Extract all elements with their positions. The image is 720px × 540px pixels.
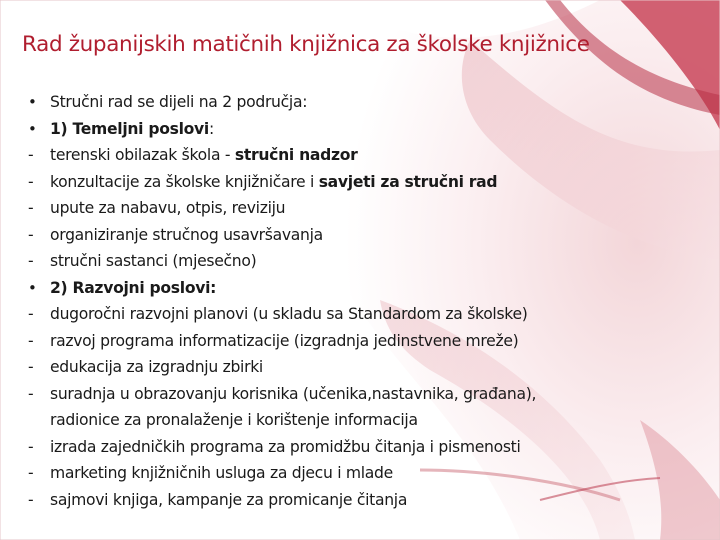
list-item-text [50, 464, 393, 482]
content-list [28, 89, 708, 513]
text-segment: Stručni rad se dijeli na 2 područja: [50, 93, 308, 111]
list-item [28, 116, 708, 143]
text-segment: suradnja u obrazovanju korisnika (učenika,nastavnika, građana), [50, 384, 537, 403]
list-item-text [50, 491, 407, 509]
dash-marker: - [28, 305, 34, 323]
list-item [28, 460, 708, 487]
text-segment: terenski obilazak škola - [50, 146, 235, 164]
list-item [28, 222, 708, 249]
list-item-text [50, 173, 497, 191]
text-segment: dugoročni razvojni planovi (u skladu sa Standardom za školske) [50, 305, 528, 323]
list-item-text [50, 305, 528, 323]
list-item-text [50, 252, 256, 270]
text-segment: edukacija za izgradnju zbirki [50, 358, 263, 376]
list-item-text [50, 385, 536, 403]
list-item [28, 195, 708, 222]
list-item [28, 89, 708, 116]
list-item-text [50, 332, 518, 350]
bold-text-segment: stručni nadzor [234, 146, 358, 164]
text-segment: radionice za pronalaženje i korištenje informacija [50, 411, 418, 429]
list-item [28, 142, 708, 169]
dash-marker: - [28, 437, 34, 456]
list-item [28, 328, 708, 355]
list-item-text [50, 146, 358, 164]
dash-marker: - [28, 252, 34, 270]
bullet-marker: • [28, 119, 37, 138]
text-segment: sajmovi knjiga, kampanje za promicanje čitanja [50, 490, 408, 509]
dash-marker: - [28, 172, 34, 191]
dash-marker: - [28, 464, 34, 482]
list-item [28, 275, 708, 302]
text-segment: stručni sastanci (mjesečno) [50, 252, 257, 270]
list-item-text [50, 93, 307, 111]
slide-title: Rad županijskih matičnih knjižnica za školske knjižnice [22, 32, 590, 57]
dash-marker: - [28, 225, 34, 244]
dash-marker: - [28, 490, 34, 509]
list-item-text [50, 120, 214, 138]
bold-text-segment: 1) Temeljni poslovi [50, 119, 209, 138]
text-segment: organiziranje stručnog usavršavanja [50, 225, 323, 244]
list-item [28, 354, 708, 381]
dash-marker: - [28, 331, 34, 350]
bold-text-segment: 2) Razvojni poslovi: [50, 278, 217, 297]
text-segment: : [208, 119, 214, 138]
dash-marker: - [28, 358, 34, 376]
list-item [28, 248, 708, 275]
dash-marker: - [28, 199, 34, 217]
text-segment: razvoj programa informatizacije (izgradnja jedinstvene mreže) [50, 331, 519, 350]
dash-marker: - [28, 146, 34, 164]
list-item-text [50, 358, 263, 376]
dash-marker: - [28, 384, 34, 403]
text-segment: izrada zajedničkih programa za promidžbu čitanja i pismenosti [50, 437, 521, 456]
bold-text-segment: savjeti za stručni rad [318, 172, 498, 191]
list-item [28, 487, 708, 514]
text-segment: marketing knjižničnih usluga za djecu i mlade [50, 464, 393, 482]
list-item-text [50, 199, 285, 217]
list-item [28, 169, 708, 196]
list-item-text [50, 411, 418, 429]
bullet-marker: • [28, 93, 37, 111]
bullet-marker: • [28, 278, 37, 297]
list-item-text [50, 279, 216, 297]
list-item [28, 301, 708, 328]
text-segment: konzultacije za školske knjižničare i [50, 172, 319, 191]
list-item-text [50, 438, 521, 456]
text-segment: upute za nabavu, otpis, reviziju [50, 199, 286, 217]
list-item-text [50, 226, 323, 244]
list-item [28, 434, 708, 461]
list-item [28, 381, 708, 408]
list-item [28, 407, 708, 434]
